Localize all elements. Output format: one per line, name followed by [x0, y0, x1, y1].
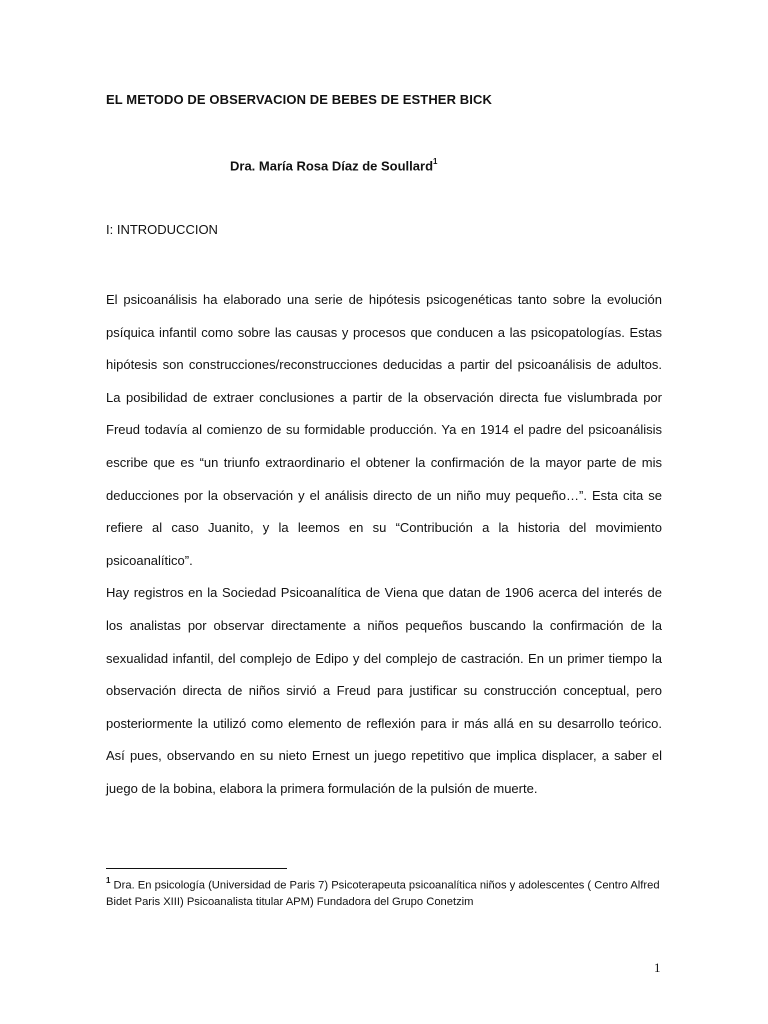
paragraph: Hay registros en la Sociedad Psicoanalítica de Viena que datan de 1906 acerca del interés de los analistas por observar directamente a niños pequeños buscando la confirmación de la sexualidad infantil, del complejo de Edipo y del complejo de castración. En un primer tiempo la observación directa de niños sirvió a Freud para justificar su construcción conceptual, pero posteriormente la utilizó como elemento de reflexión para ir más allá en su desarrollo teórico. Así pues, observando en su nieto Ernest un juego repetitivo que implica displacer, a saber el juego de la bobina, elabora la primera formulación de la pulsión de muerte.: [106, 585, 662, 796]
author-footnote-marker: 1: [433, 157, 438, 166]
document-title: EL METODO DE OBSERVACION DE BEBES DE ESTHER BICK: [106, 92, 492, 107]
paragraph: El psicoanálisis ha elaborado una serie de hipótesis psicogenéticas tanto sobre la evolución psíquica infantil como sobre las causas y procesos que conducen a las psicopatologías. Estas hipótesis son construcciones/reconstrucciones deducidas a partir del psicoanálisis de adultos. La posibilidad de extraer conclusiones a partir de la observación directa fue vislumbrada por Freud todavía al comienzo de su formidable producción. Ya en 1914 el padre del psicoanálisis escribe que es “un triunfo extraordinario el obtener la confirmación de la mayor parte de mis deducciones por la observación y el análisis directo de un niño muy pequeño…”. Esta cita se refiere al caso Juanito, y la leemos en su “Contribución a la historia del movimiento psicoanalítico”.: [106, 292, 662, 568]
footnote-separator: [106, 868, 287, 869]
footnote-text: Dra. En psicología (Universidad de Paris 7) Psicoterapeuta psicoanalítica niños y adolescentes ( Centro Alfred Bidet Paris XIII) Psicoanalista titular APM) Fundadora del Grupo Conetzim: [106, 879, 660, 908]
page-number: 1: [654, 960, 661, 975]
author-name: Dra. María Rosa Díaz de Soullard: [230, 158, 434, 174]
body-text: [106, 284, 662, 806]
author-line: [230, 158, 437, 173]
section-heading: I: INTRODUCCION: [106, 222, 218, 237]
footnote: [106, 874, 666, 910]
footnote-marker: 1: [106, 876, 111, 885]
